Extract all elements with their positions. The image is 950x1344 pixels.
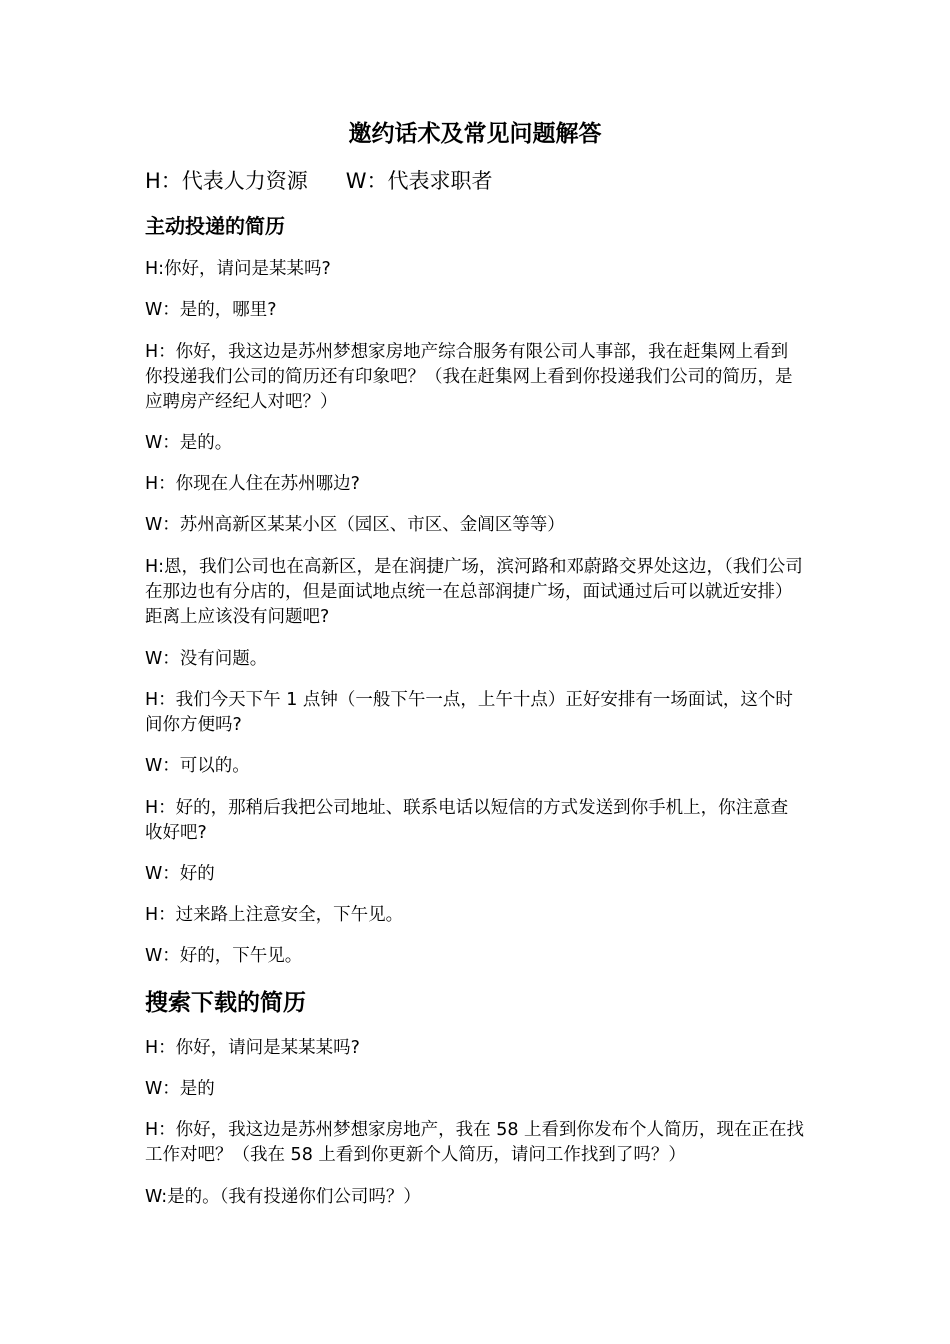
dialogue-line: H：你好，请问是某某某吗? [145, 1038, 360, 1058]
dialogue-line: W：没有问题。 [145, 649, 268, 669]
dialogue-line: H：好的，那稍后我把公司地址、联系电话以短信的方式发送到你手机上，你注意查收好吧? [145, 798, 789, 843]
dialogue-line: H：我们今天下午 1 点钟（一般下午一点，上午十点）正好安排有一场面试，这个时间你方便吗? [145, 690, 793, 735]
dialogue-line: W：是的 [145, 1079, 215, 1099]
dialogue-line: W：好的 [145, 864, 215, 884]
dialogue-line: W：是的，哪里? [145, 300, 277, 320]
dialogue-line: H:恩，我们公司也在高新区，是在润捷广场，滨河路和邓蔚路交界处这边，（我们公司在那边也有分店的，但是面试地点统一在总部润捷广场，面试通过后可以就近安排）距离上应该没有问题吧? [145, 557, 803, 627]
dialogue-line: W：可以的。 [145, 756, 250, 776]
role-legend [145, 166, 493, 196]
dialogue-line: W：是的。 [145, 433, 233, 453]
dialogue-line: H:你好，请问是某某吗? [145, 259, 331, 279]
dialogue-line: W：好的，下午见。 [145, 946, 303, 966]
legend-w: W：代表求职者 [345, 169, 493, 193]
dialogue-line: W:是的。（我有投递你们公司吗？） [145, 1187, 421, 1207]
dialogue-line: H：你好，我这边是苏州梦想家房地产综合服务有限公司人事部，我在赶集网上看到你投递我们公司的简历还有印象吧？（我在赶集网上看到你投递我们公司的简历，是应聘房产经纪人对吧？） [145, 342, 793, 412]
dialogue-line: H：过来路上注意安全，下午见。 [145, 905, 404, 925]
dialogue-line: W：苏州高新区某某小区（园区、市区、金阊区等等） [145, 515, 565, 535]
section-heading-active-resume: 主动投递的简历 [145, 214, 285, 238]
section-heading-downloaded-resume: 搜索下载的简历 [145, 990, 306, 1016]
dialogue-line: H：你好，我这边是苏州梦想家房地产，我在 58 上看到你发布个人简历，现在正在找工作对吧？（我在 58 上看到你更新个人简历，请问工作找到了吗？） [145, 1120, 805, 1165]
document-title: 邀约话术及常见问题解答 [348, 121, 602, 147]
legend-h: H：代表人力资源 [145, 169, 308, 193]
dialogue-line: H：你现在人住在苏州哪边? [145, 474, 360, 494]
